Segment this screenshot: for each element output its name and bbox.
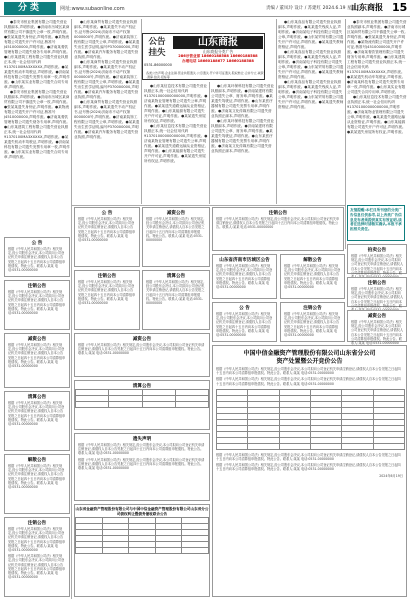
site-url[interactable]: 网址:www.subaonline.com [60,6,125,12]
ad-phones: 286@营业部 18660188588 18660188588 办理电话 18660188677 18660188588 [178,54,258,63]
page-header [0,0,410,17]
notice-mid-8: 注销公告 根据《中华人民共和国公司法》相关规定,经公司股东会决议,本公司拟向公司登记机关申请注销登记,请债权人自本公告见报之日起四十五日内向本公司清算组申报债权。特此公告。联系人:某某 电话:0531-00000000 [280,302,345,342]
notice-mid-2: 注销公告 根据《中华人民共和国公司法》相关规定,经公司股东会决议,本公司拟向公司登记机关申请注销登记,请债权人自本公告见报之日起四十五日内向本公司清算组申报债权。特此公告。联系人:某某 电话:0531-00000000 [74,270,140,330]
notice-table [75,389,209,408]
notice-mid-5: 注销公告 根据《中华人民共和国公司法》相关规定,经公司股东会决议,本公司拟向公司登记机关申请注销登记,请债权人自本公告见报之日起四十五日内向本公司清算组申报债权。特此公告。联系人:某某 电话:0531-00000000 [212,207,344,251]
debt-notice-subtitle: 资产处置暨公开竞价公告 [276,358,343,365]
column-2-classifieds: ●山东某商贸有限公司遗失营业执照副本,声明作废。●某某遗失不动产权证书,证号鲁(2024)济南市不动产权第0000000号,声明作废。●济南某装饰工程有限公司遗失公章,声明作废。●某某遗失出生医学证明,编号P370000000,声明作废。●济南某汽车服务有限公司遗失营业执照,声明作废。 ●山东某商贸有限公司遗失营业执照副本,声明作废。●某某遗失不动产权证书,证号鲁(2024)济南市不动产权第0000000号,声明作废。●济南某装饰工程有限公司遗失公章,声明作废。●某某遗失出生医学证明,编号P370000000,声明作废。●济南某汽车服务有限公司遗失营业执照,声明作废。 ●山东某商贸有限公司遗失营业执照副本,声明作废。●某某遗失不动产权证书,证号鲁(2024)济南市不动产权第0000000号,声明作废。●济南某装饰工程有限公司遗失公章,声明作废。●某某遗失出生医学证明,编号P370000000,声明作废。●济南某汽车服务有限公司遗失营业执照,声明作废。 [74,20,140,139]
column-divider [209,82,210,204]
ad-block[interactable] [142,33,265,80]
notice-wide-2: 遗失声明 根据《中华人民共和国公司法》相关规定,经公司股东会决议,本公司拟向公司登记机关申请注销登记,请债权人自本公告见报之日起四十五日内向本公司清算组申报债权。特此公告。联系人:某某 电话:0531-00000000 根据《中华人民共和国公司法》相关规定,经公司股东会决议,本公司拟向公司登记机关申请注销登记,请债权人自本公告见报之日起四十五日内向本公司清算组申报债权。特此公告。联系人:某某 电话:0531-00000000 [74,433,210,501]
column-5-classifieds: ●山东某食品有限公司遗失营业执照副本,声明作废。●某某遗失残疾人证,声明作废。●济南某电子科技有限公司遗失公章,声明作废。●山东某贸易有限公司遗失开户许可证,声明作废。●某某遗失教师资格证,声明作废。 ●山东某食品有限公司遗失营业执照副本,声明作废。●某某遗失残疾人证,声明作废。●济南某电子科技有限公司遗失公章,声明作废。●山东某贸易有限公司遗失开户许可证,声明作废。●某某遗失教师资格证,声明作废。 ●山东某食品有限公司遗失营业执照副本,声明作废。●某某遗失残疾人证,声明作废。●济南某电子科技有限公司遗失公章,声明作废。●山东某贸易有限公司遗失开户许可证,声明作废。●某某遗失教师资格证,声明作废。 [278,20,344,109]
paper-name: 山东商报 [351,2,383,12]
notice-jiesan: 解散公告 根据《中华人民共和国公司法》相关规定,经公司股东会决议,本公司拟向公司登记机关申请注销登记,请债权人自本公告见报之日起四十五日内向本公司清算组申报债权。特此公告。联系人:某某 电话:0531-00000000 [4,454,70,514]
column-divider [345,19,346,249]
notice-mid-3: 减资公告 根据《中华人民共和国公司法》相关规定,经公司股东会决议,本公司拟向公司登记机关申请注销登记,请债权人自本公告见报之日起四十五日内向本公司清算组申报债权。特此公告。联系人:某某 电话:0531-00000000 [142,207,210,267]
debt-transfer-table [75,517,209,554]
ad-slogan: 山东商报分类广告 [202,49,234,54]
section-divider [72,205,346,206]
debt-asset-table [216,389,405,450]
notice-qingsuan: 清算公告 根据《中华人民共和国公司法》相关规定,经公司股东会决议,本公司拟向公司登记机关申请注销登记,请债权人自本公告见报之日起四十五日内向本公司清算组申报债权。特此公告。联系人:某某 电话:0531-00000000 [4,391,70,451]
notice-mid-7: 公 告 根据《中华人民共和国公司法》相关规定,经公司股东会决议,本公司拟向公司登记机关申请注销登记,请债权人自本公告见报之日起四十五日内向本公司清算组申报债权。特此公告。联系人:某某 电话:0531-00000000 [212,302,277,342]
notice-table-box: 清算公告 [74,380,210,430]
notice-zhuxiao: 注销公告 根据《中华人民共和国公司法》相关规定,经公司股东会决议,本公司拟向公司登记机关申请注销登记,请债权人自本公告见报之日起四十五日内向本公司清算组申报债权。特此公告。联系人:某某 电话:0531-00000000 [4,280,70,330]
reminder-box: 友情提醒:本栏目所刊登的分类广告信息仅供参考,以上各类广告信息发布者须提供真实有效证明,读者在选择时请核实确认,本报不承担相关责任。 [347,205,405,241]
notice-mid-1: 公 告 根据《中华人民共和国公司法》相关规定,经公司股东会决议,本公司拟向公司登记机关申请注销登记,请债权人自本公告见报之日起四十五日内向本公司清算组申报债权。特此公告。联系人:某某 电话:0531-00000000 [74,207,140,267]
notice-historical: 山东省济南市历城区公告 根据《中华人民共和国公司法》相关规定,经公司股东会决议,本公司拟向公司登记机关申请注销登记,请债权人自本公告见报之日起四十五日内向本公司清算组申报债权。特此公告。联系人:某某 电话:0531-00000000 [212,254,277,299]
ad-left-phone: 0531-86000000 [144,63,172,67]
page-number: 15 [392,1,408,14]
section-tab: 分类 [4,2,56,15]
debt-notice-title: 中国中信金融资产管理股份有限公司山东省分公司 [243,350,376,357]
debt-disposal-notice: 中国中信金融资产管理股份有限公司山东省分公司 资产处置暨公开竞价公告 根据《中华人民共和国公司法》相关规定,经公司股东会决议,本公司拟向公司登记机关申请注销登记,请债权人自本公告见报之日起四十五日内向本公司清算组申报债权。特此公告。联系人:某某 电话:0531-00000000 根据《中华人民共和国公司法》相关规定,经公司股东会决议,本公司拟向公司登记机关申请注销登记,请债权人自本公告见报之日起四十五日内向本公司清算组申报债权。特此公告。联系人:某某 电话:0531-00000000 根据《中华人民共和国公司法》相关规定,经公司股东会决议,本公司拟向公司登记机关申请注销登记,请债权人自本公告见报之日起四十五日内向本公司清算组申报债权。特此公告。联系人:某某 电话:0531-00000000 根据《中华人民共和国公司法》相关规定,经公司股东会决议,本公司拟向公司登记机关申请注销登记,请债权人自本公告见报之日起四十五日内向本公司清算组申报债权。特此公告。联系人:某某 电话:0531-00000000 2024年6月19日 [212,345,407,597]
notice-jianzi: 减资公告 根据《中华人民共和国公司法》相关规定,经公司股东会决议,本公司拟向公司登记机关申请注销登记,请债权人自本公告见报之日起四十五日内向本公司清算组申报债权。特此公告。联系人:某某 电话:0531-00000000 [4,333,70,388]
notice-right-2: 注销公告 根据《中华人民共和国公司法》相关规定,经公司股东会决议,本公司拟向公司登记机关申请注销登记,请债权人自本公告见报之日起四十五日内向本公司清算组申报债权。特此公告。联 [347,277,407,307]
notice-right-3: 减资公告 根据《中华人民共和国公司法》相关规定,经公司股东会决议,本公司拟向公司登记机关申请注销登记,请债权人自本公告见报之日起四十五日内向本公司清算组申报债权。特此公告。联系人:某某 电话:0531-00000000 [347,310,407,342]
notice-debt-transfer: 山东省金融资产管理股份有限公司与中国中信金融资产管理股份有限公司山东省分公司债权转让暨债务催收联合公告 [74,504,210,597]
notice-mid-6: 解散公告 根据《中华人民共和国公司法》相关规定,经公司股东会决议,本公司拟向公司登记机关申请注销登记,请债权人自本公告见报之日起四十五日内向本公司清算组申报债权。特此公告。联系人:某某 电话:0531-00000000 [280,254,345,299]
column-divider [71,19,72,599]
notice-mid-4: 清算公告 根据《中华人民共和国公司法》相关规定,经公司股东会决议,本公司拟向公司登记机关申请注销登记,请债权人自本公告见报之日起四十五日内向本公司清算组申报债权。特此公告。联系人:某某 电话:0531-00000000 [142,270,210,330]
notice-wide-1: 减资公告 根据《中华人民共和国公司法》相关规定,经公司股东会决议,本公司拟向公司登记机关申请注销登记,请债权人自本公告见报之日起四十五日内向本公司清算组申报债权。特此公告。联系人:某某 电话:0531-00000000 [74,333,210,377]
notice-gonggao: 公 告 根据《中华人民共和国公司法》相关规定,经公司股东会决议,本公司拟向公司登记机关申请注销登记,请债权人自本公告见报之日起四十五日内向本公司清算组申报债权。特此公告。联系人:某某 电话:0531-00000000 [4,237,70,277]
ad-left-title: 公告 挂失 [148,37,166,58]
column-6-classifieds: ●泰安市恒业集团有限公司遗失营业执照副本,声明作废。●济南市历城区某商贸有限公司不慎遗失公章一枚,声明作废。●张某某遗失身份证,声明作废。●某物流有限公司遗失开户许可证,核准号J4510000000,声明作废。●济南某餐饮管理有限公司遗失财务专用章,声明作废。●山东某建筑工程有限公司遗失营业执照正本,统一社会信用代码91370100MA3XXXXX,声明作废。●某某遗失机动车驾驶证,声明作废。●济南某科技有限公司遗失发票专用章一枚,声明作废。●山东某实业有限公司遗失合同专用章,声明作废。 ●山东某信息技术有限公司遗失营业执照正本,统一社会信用代码913701000000000000,声明作废。●济南某物业管理有限公司遗失公章,声明作废。●某某遗失道路运输从业资格证,声明作废。●山东某能源有限公司遗失开户许可证,声明作废。●某某遗失房屋所有权证,声明作废。 [347,20,407,134]
column-3-classifieds: ●山东某信息技术有限公司遗失营业执照正本,统一社会信用代码913701000000000000,声明作废。●济南某物业管理有限公司遗失公章,声明作废。●某某遗失道路运输从业资格证,声明作废。●山东某能源有限公司遗失开户许可证,声明作废。●某某遗失房屋所有权证,声明作废。 ●山东某信息技术有限公司遗失营业执照正本,统一社会信用代码913701000000000000,声明作废。●济南某物业管理有限公司遗失公章,声明作废。●某某遗失道路运输从业资格证,声明作废。●山东某能源有限公司遗失开户许可证,声明作废。●某某遗失房屋所有权证,声明作废。 [144,84,208,163]
column-divider [276,19,277,204]
column-4-classifieds: ●山东某环保科技有限公司遗失营业执照副本,声明作废。●济南某建材有限公司遗失公章、财务章,声明作废。●某某遗失驾驶证,声明作废。●山东某医疗器械有限公司遗失发票专用章,声明作废。●济南某文化传媒有限公司遗失营业执照正副本,声明作废。 ●山东某环保科技有限公司遗失营业执照副本,声明作废。●济南某建材有限公司遗失公章、财务章,声明作废。●某某遗失驾驶证,声明作废。●山东某医疗器械有限公司遗失发票专用章,声明作废。●济南某文化传媒有限公司遗失营业执照正副本,声明作废。 [211,84,275,153]
debt-notice-date: 2024年6月19日 [379,473,403,478]
header-meta: 责编 / 董凤玲 设计 / 苏建红 2024.6.19 星期三 [266,6,361,11]
notice-zhuxiao-2: 注销公告 根据《中华人民共和国公司法》相关规定,经公司股东会决议,本公司拟向公司登记机关申请注销登记,请债权人自本公告见报之日起四十五日内向本公司清算组申报债权。特此公告。联系人:某某 电话:0531-00000000 根据《中华人民共和国公司法》相关规定,经公司股东会决议,本公司拟向公司登记机关申请注销登记,请债权人自本公告见报之日起四十五日内向本公司清算组申报债权。特此公告。联系人:某某 电话:0531-00000000 [4,517,70,597]
ad-services: 各类公告声明·企业注销·营业执照遗失·公章遗失·开户许可证遗失·股权转让·合并分立·减资·清算·拍卖·招标等 [146,71,264,79]
notice-right-1: 拍卖公告 根据《中华人民共和国公司法》相关规定,经公司股东会决议,本公司拟向公司登记机关申请注销登记,请债权人自本公告见报之日起四十五日内向本公司清算组申报债权。特此公告。联 [347,244,407,274]
column-1-classifieds: ●泰安市恒业集团有限公司遗失营业执照副本,声明作废。●济南市历城区某商贸有限公司不慎遗失公章一枚,声明作废。●张某某遗失身份证,声明作废。●某物流有限公司遗失开户许可证,核准号J4510000000,声明作废。●济南某餐饮管理有限公司遗失财务专用章,声明作废。●山东某建筑工程有限公司遗失营业执照正本,统一社会信用代码91370100MA3XXXXX,声明作废。●某某遗失机动车驾驶证,声明作废。●济南某科技有限公司遗失发票专用章一枚,声明作废。●山东某实业有限公司遗失合同专用章,声明作废。 ●泰安市恒业集团有限公司遗失营业执照副本,声明作废。●济南市历城区某商贸有限公司不慎遗失公章一枚,声明作废。●张某某遗失身份证,声明作废。●某物流有限公司遗失开户许可证,核准号J4510000000,声明作废。●济南某餐饮管理有限公司遗失财务专用章,声明作废。●山东某建筑工程有限公司遗失营业执照正本,统一社会信用代码91370100MA3XXXXX,声明作废。●某某遗失机动车驾驶证,声明作废。●济南某科技有限公司遗失发票专用章一枚,声明作废。●山东某实业有限公司遗失合同专用章,声明作废。 [4,20,70,159]
ad-banner: 山东商报 [173,36,263,49]
